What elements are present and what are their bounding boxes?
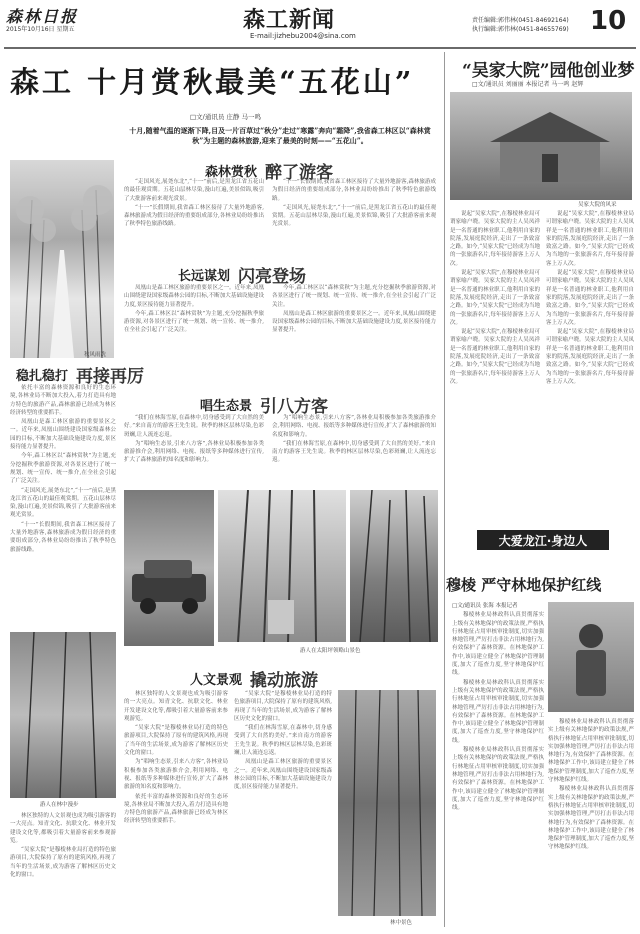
- editor-credits: [472, 16, 569, 34]
- autumn-forest-graphic: [10, 632, 116, 798]
- ranger-graphic: [548, 602, 634, 712]
- paragraph: 今年,森工林区以“森林赏秋”为主题,充分挖掘秋季旅游资源,对各景区进行了统一规划、统一宣传、统一推介,在全社会引起了广泛关注。: [272, 285, 436, 308]
- subhead-phrase: 撬动旅游: [250, 671, 319, 691]
- paragraph: “走国风光,展尧东北”,“十一”前后,是黑龙江省五花山的最佳观赏期。五花山层林尽染,漫山红遍,美景似锦,吸引了大批游客前来观光赏景。: [10, 487, 116, 519]
- text-column-8: [10, 812, 116, 926]
- paragraph: “走国风光,展尧东北”,“十一”前后,是黑龙江省五花山的最佳观赏期。五花山层林尽染,漫山红遍,美景似锦,吸引了大批游客前来观光赏景。: [124, 179, 264, 202]
- section-title: 森工新闻: [243, 7, 336, 33]
- profile-byline: □文/通讯员 张海 本报记者: [452, 603, 518, 609]
- editor-line-2: 执行编辑:郭伟林(0451-84655769): [472, 26, 569, 33]
- caption-2: 游人在太阳坪领略山景色: [300, 648, 361, 654]
- column-divider: [444, 52, 445, 927]
- issue-date: 2015年10月16日 星期五: [6, 26, 75, 33]
- text-column-6: [124, 414, 264, 488]
- lead-paragraph: 十月,随着气温的逐渐下降,目及一片百草过“秋分”走过“寒露”奔向“霜降”,我省森工林区以“森林赏秋”为主题的森林旅游,迎来了最美的时刻——“五花山”。: [129, 126, 431, 145]
- subhead-phrase: 再接再厉: [76, 367, 145, 387]
- caption-3: 游人在林中漫步: [40, 802, 79, 808]
- sidebar-text-2: [546, 210, 634, 526]
- paragraph: 穆棱林业局林政科认真贯彻落实上级有关林地保护的政策法规,严格执行林地征占用审核审批制度,切实加强林地管理,严厉打击非法占用林地行为,有效保护了森林资源。在林地保护工作中,该局建立健全了林地保护管理制度,加大了巡查力度,坚守林地保护红线。: [452, 679, 544, 744]
- paragraph: 凤凰山是森工林区旅游的重要景区之一。近年来,凤凰山围绕建设国家级森林公园的目标,不断加大基础设施建设力度,景区接待能力显著提升。: [10, 419, 116, 451]
- subhead-keyword: 唱生态景: [200, 399, 253, 414]
- paragraph: 说起“吴家大院”,在穆棱林业局可谓家喻户晓。吴家大院的主人吴凤祥是一名普通的林业职工,他利用自家的院落,发展庭院经济,走出了一条致富之路。如今,“吴家大院”已经成为当地的一张旅游名片,每年接待游客上万人次。: [546, 211, 634, 267]
- main-byline: □文/通讯员 庄静 马一鸣: [190, 113, 261, 121]
- paragraph: 说起“吴家大院”,在穆棱林业局可谓家喻户晓。吴家大院的主人吴凤祥是一名普通的林业职工,他利用自家的院落,发展庭院经济,走出了一条致富之路。如今,“吴家大院”已经成为当地的一张旅游名片,每年接待游客上万人次。: [450, 211, 540, 267]
- text-column-7: [272, 414, 436, 488]
- caption-4: 林中景色: [390, 920, 413, 926]
- paragraph: 穆棱林业局林政科认真贯彻落实上级有关林地保护的政策法规,严格执行林地征占用审核审批制度,切实加强林地管理,严厉打击非法占用林地行为,有效保护了森林资源。在林地保护工作中,该局建立健全了林地保护管理制度,加大了巡查力度,坚守林地保护红线。: [548, 786, 634, 851]
- paragraph: 说起“吴家大院”,在穆棱林业局可谓家喻户晓。吴家大院的主人吴凤祥是一名普通的林业职工,他利用自家的院落,发展庭院经济,走出了一条致富之路。如今,“吴家大院”已经成为当地的一张旅游名片,每年接待游客上万人次。: [450, 329, 540, 385]
- tree-trunks-graphic: [218, 490, 346, 642]
- photo-tall-trees: [218, 490, 346, 642]
- subhead-phrase: 闪亮登场: [238, 267, 307, 287]
- paragraph: 今年,森工林区以“森林赏秋”为主题,充分挖掘秋季旅游资源,对各景区进行了统一规划、统一宣传、统一推介,在全社会引起了广泛关注。: [10, 453, 116, 485]
- car-graphic: [124, 490, 214, 646]
- newspaper-logo: 森林日报: [6, 7, 79, 26]
- photo-forest-walk: [350, 490, 438, 642]
- paragraph: “我们在林海雪原,在森林中,切身感受到了大自然的美好。”来自南方的游客王先生说。秋季的林区层林尽染,色彩斑斓,让人流连忘返。: [234, 725, 332, 757]
- main-headline: 森工 十月赏秋最美“五花山”: [10, 65, 415, 99]
- subhead-keyword: 森林赏秋: [205, 165, 258, 180]
- paragraph: 穆棱林业局林政科认真贯彻落实上级有关林地保护的政策法规,严格执行林地征占用审核审批制度,切实加强林地管理,严厉打击非法占用林地行为,有效保护了森林资源。在林地保护工作中,该局建立健全了林地保护管理制度,加大了巡查力度,坚守林地保护红线。: [452, 747, 544, 812]
- paragraph: 凤凰山是森工林区旅游的重要景区之一。近年来,凤凰山围绕建设国家级森林公园的目标,不断加大基础设施建设力度,景区接待能力显著提升。: [234, 759, 332, 791]
- paragraph: 今年,森工林区以“森林赏秋”为主题,充分挖掘秋季旅游资源,对各景区进行了统一规划、统一宣传、统一推介,在全社会引起了广泛关注。: [124, 310, 264, 334]
- paragraph: 穆棱林业局林政科认真贯彻落实上级有关林地保护的政策法规,严格执行林地征占用审核审批制度,切实加强林地管理,严厉打击非法占用林地行为,有效保护了森林资源。在林地保护工作中,该局建立健全了林地保护管理制度,加大了巡查力度,坚守林地保护红线。: [452, 612, 544, 677]
- text-column-9: [124, 690, 228, 926]
- text-column-2: [272, 178, 436, 260]
- forest-walk-graphic: [350, 490, 438, 642]
- text-column-1: [124, 178, 264, 260]
- forest-stream-graphic: [338, 690, 436, 916]
- photo-autumn-forest: [10, 632, 116, 798]
- paragraph: 凤凰山是森工林区旅游的重要景区之一。近年来,凤凰山围绕建设国家级森林公园的目标,不断加大基础设施建设力度,景区接待能力显著提升。: [124, 285, 264, 308]
- profile-headline: 穆棱 严守林地保护红线: [446, 576, 602, 594]
- photo-old-car: [124, 490, 214, 646]
- sidebar-text-1: [450, 210, 540, 526]
- paragraph: 说起“吴家大院”,在穆棱林业局可谓家喻户晓。吴家大院的主人吴凤祥是一名普通的林业职工,他利用自家的院落,发展庭院经济,走出了一条致富之路。如今,“吴家大院”已经成为当地的一张旅游名片,每年接待游客上万人次。: [546, 329, 634, 385]
- snow-trees-graphic: [10, 160, 114, 358]
- text-column-5: [10, 384, 116, 626]
- subhead-keyword: 稳扎稳打: [16, 369, 69, 384]
- header-rule: [4, 47, 636, 49]
- paragraph: 说起“吴家大院”,在穆棱林业局可谓家喻户晓。吴家大院的主人吴凤祥是一名普通的林业职工,他利用自家的院落,发展庭院经济,走出了一条致富之路。如今,“吴家大院”已经成为当地的一张旅游名片,每年接待游客上万人次。: [546, 270, 634, 326]
- text-column-4: [272, 284, 436, 384]
- photo-forest-stream: [338, 690, 436, 916]
- subhead-keyword: 长远谋划: [178, 269, 231, 284]
- paragraph: “我们在林海雪原,在森林中,切身感受到了大自然的美好。”来自南方的游客王先生说。秋季的林区层林尽染,色彩斑斓,让人流连忘返。: [272, 440, 436, 464]
- paragraph: “十一”长假期间,我省森工林区接待了大量外地游客,森林旅游成为假日经济的重要组成部分,各林业局纷纷推出了秋季特色旅游线路。: [272, 179, 436, 202]
- masthead: [0, 0, 640, 48]
- sidebar-byline: □文/通讯员 刘丽丽 本报记者 马一鸣 赵辉: [472, 81, 584, 88]
- paragraph: 林区独特的人文景观也成为吸引游客的一大亮点。知青文化、抗联文化、林业开发建设文化等,都吸引着大量游客前来参观游览。: [10, 813, 116, 844]
- paragraph: “吴家大院”是穆棱林业局打造的特色旅游项目,大院保持了原有的建筑风格,再现了当年的生活场景,成为游客了解林区历史文化的窗口。: [234, 691, 332, 722]
- paragraph: 为“唱响生态景,引来八方客”,各林业局积极参加各类旅游推介会,利用网络、电视、报纸等多种媒体进行宣传,扩大了森林旅游的知名度和影响力。: [272, 415, 436, 438]
- paragraph: “我们在林海雪原,在森林中,切身感受到了大自然的美好。”来自南方的游客王先生说。秋季的林区层林尽染,色彩斑斓,让人流连忘返。: [124, 415, 264, 438]
- profile-text-2: [548, 718, 634, 924]
- subhead-phrase: 引八方客: [260, 397, 329, 417]
- profile-text-1: [452, 602, 544, 924]
- photo-wu-courtyard: [450, 92, 632, 200]
- paragraph: 为“唱响生态景,引来八方客”,各林业局积极参加各类旅游推介会,利用网络、电视、报纸等多种媒体进行宣传,扩大了森林旅游的知名度和影响力。: [124, 759, 228, 791]
- paragraph: 说起“吴家大院”,在穆棱林业局可谓家喻户晓。吴家大院的主人吴凤祥是一名普通的林业职工,他利用自家的院落,发展庭院经济,走出了一条致富之路。如今,“吴家大院”已经成为当地的一张旅游名片,每年接待游客上万人次。: [450, 270, 540, 326]
- paragraph: 穆棱林业局林政科认真贯彻落实上级有关林地保护的政策法规,严格执行林地征占用审核审批制度,切实加强林地管理,严厉打击非法占用林地行为,有效保护了森林资源。在林地保护工作中,该局建立健全了林地保护管理制度,加大了巡查力度,坚守林地保护红线。: [548, 719, 634, 784]
- column-banner: 大爱龙江·身边人: [477, 530, 609, 550]
- photo-snow-road: [10, 160, 114, 358]
- paragraph: “走国风光,展尧东北”,“十一”前后,是黑龙江省五花山的最佳观赏期。五花山层林尽染,漫山红遍,美景似锦,吸引了大批游客前来观光赏景。: [272, 204, 436, 228]
- subhead-culture: [190, 666, 318, 691]
- paragraph: 依托丰富的森林资源和良好的生态环境,各林业局不断加大投入,着力打造具有地方特色的旅游产品,森林旅游已经成为林区经济转型的重要抓手。: [124, 793, 228, 825]
- paragraph: “十一”长假期间,我省森工林区接待了大量外地游客,森林旅游成为假日经济的重要组成部分,各林业局纷纷推出了秋季特色旅游线路。: [124, 204, 264, 228]
- photo-forest-ranger: [548, 602, 634, 712]
- subhead-keyword: 人文景观: [190, 673, 243, 688]
- text-column-3: [124, 284, 264, 384]
- paragraph: 林区独特的人文景观也成为吸引游客的一大亮点。知青文化、抗联文化、林业开发建设文化等,都吸引着大量游客前来参观游览。: [124, 691, 228, 722]
- paragraph: 依托丰富的森林资源和良好的生态环境,各林业局不断加大投入,着力打造具有地方特色的旅游产品,森林旅游已经成为林区经济转型的重要抓手。: [10, 385, 116, 416]
- paragraph: 凤凰山是森工林区旅游的重要景区之一。近年来,凤凰山围绕建设国家级森林公园的目标,不断加大基础设施建设力度,景区接待能力显著提升。: [272, 310, 436, 334]
- paragraph: “十一”长假期间,我省森工林区接待了大量外地游客,森林旅游成为假日经济的重要组成部分,各林业局纷纷推出了秋季特色旅游线路。: [10, 521, 116, 553]
- courtyard-graphic: [450, 92, 632, 200]
- subhead-phrase: 醉了游客: [265, 163, 334, 183]
- sidebar-photo-caption: 吴家大院的风采: [578, 202, 617, 208]
- text-column-10: [234, 690, 332, 926]
- caption-1: 秋风雨洗: [84, 352, 107, 358]
- paragraph: “吴家大院”是穆棱林业局打造的特色旅游项目,大院保持了原有的建筑风格,再现了当年的生活场景,成为游客了解林区历史文化的窗口。: [124, 725, 228, 757]
- paragraph: “吴家大院”是穆棱林业局打造的特色旅游项目,大院保持了原有的建筑风格,再现了当年的生活场景,成为游客了解林区历史文化的窗口。: [10, 847, 116, 879]
- paragraph: 为“唱响生态景,引来八方客”,各林业局积极参加各类旅游推介会,利用网络、电视、报纸等多种媒体进行宣传,扩大了森林旅游的知名度和影响力。: [124, 440, 264, 464]
- sidebar-headline: “吴家大院”园他创业梦: [462, 61, 635, 81]
- editor-line-1: 责任编辑:郭伟林(0451-84692164): [472, 17, 569, 24]
- page-number: 10: [590, 6, 627, 36]
- contact-email: E-mail:jizhebu2004@sina.com: [250, 32, 356, 40]
